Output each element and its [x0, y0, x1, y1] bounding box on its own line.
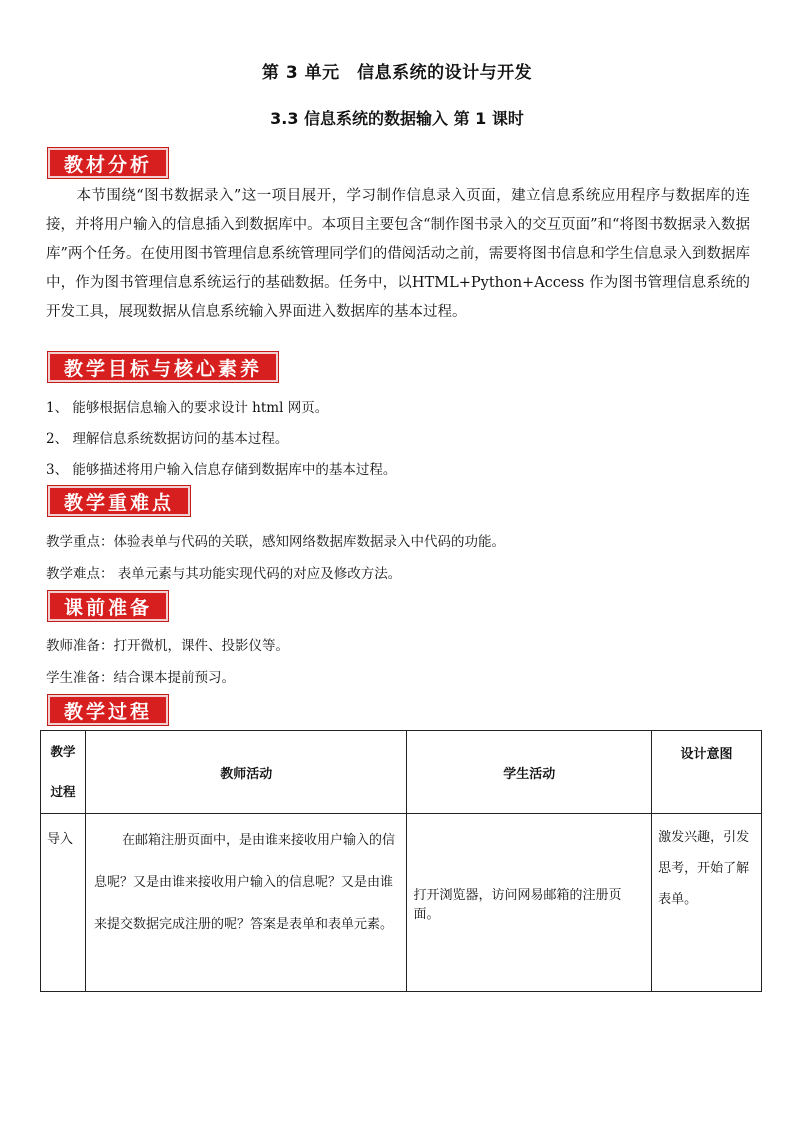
lesson-title: 3.3 信息系统的数据输入 第 1 课时	[270, 109, 524, 128]
objectives-banner: 教学目标与核心素养	[48, 352, 278, 382]
process-table	[40, 730, 762, 992]
teacher-activity-cell	[85, 814, 407, 992]
student-preparation: 学生准备：结合课本提前预习。	[46, 670, 235, 686]
unit-title: 第 3 单元 信息系统的设计与开发	[261, 63, 533, 83]
design-intent-header: 设计意图	[652, 731, 762, 814]
teacher-preparation: 教师准备：打开微机，课件、投影仪等。	[46, 638, 289, 654]
analysis-banner: 教材分析	[48, 148, 168, 178]
stage-header-top: 教学	[50, 744, 76, 759]
objective-item-1: 1、 能够根据信息输入的要求设计 html 网页。	[46, 400, 329, 416]
process-banner: 教学过程	[48, 695, 168, 725]
student-activity-header: 学生活动	[407, 731, 652, 814]
stage-header-bottom: 过程	[50, 784, 76, 799]
analysis-text: 本节围绕“图书数据录入”这一项目展开，学习制作信息录入页面，建立信息系统应用程序与数据库的连接，并将用户输入的信息插入到数据库中。本项目主要包含“制作图书录入的交互页面”和“将图书数据录入数据库”两个任务。在使用图书管理信息系统管理同学们的借阅活动之前，需要将图书信息和学生信息录入到数据库中，作为图书管理信息系统运行的基础数据。任务中，以HTML+Python+Access 作为图书管理信息系统的开发工具，展现数据从信息系统输入界面进入数据库的基本过程。	[46, 188, 750, 320]
objective-item-2: 2、 理解信息系统数据访问的基本过程。	[46, 431, 289, 447]
analysis-paragraph	[46, 182, 750, 327]
stage-header	[41, 731, 86, 814]
teaching-focus: 教学重点：体验表单与代码的关联，感知网络数据库数据录入中代码的功能。	[46, 534, 505, 550]
teacher-activity-text: 在邮箱注册页面中，是由谁来接收用户输入的信息呢？又是由谁来接收用户输入的信息呢？又是由谁来提交数据完成注册的呢？答案是表单和表单元素。	[93, 833, 395, 932]
key-points-banner: 教学重难点	[48, 486, 190, 516]
preparation-banner: 课前准备	[48, 591, 168, 621]
student-activity-cell: 打开浏览器，访问网易邮箱的注册页面。	[407, 814, 652, 992]
stage-cell: 导入	[41, 814, 86, 992]
objective-item-3: 3、 能够描述将用户输入信息存储到数据库中的基本过程。	[46, 462, 397, 478]
table-header-row	[41, 731, 762, 814]
design-intent-cell: 激发兴趣，引发思考，开始了解表单。	[652, 814, 762, 992]
table-row	[41, 814, 762, 992]
teacher-activity-header: 教师活动	[85, 731, 407, 814]
teaching-difficulty: 教学难点： 表单元素与其功能实现代码的对应及修改方法。	[46, 566, 402, 582]
